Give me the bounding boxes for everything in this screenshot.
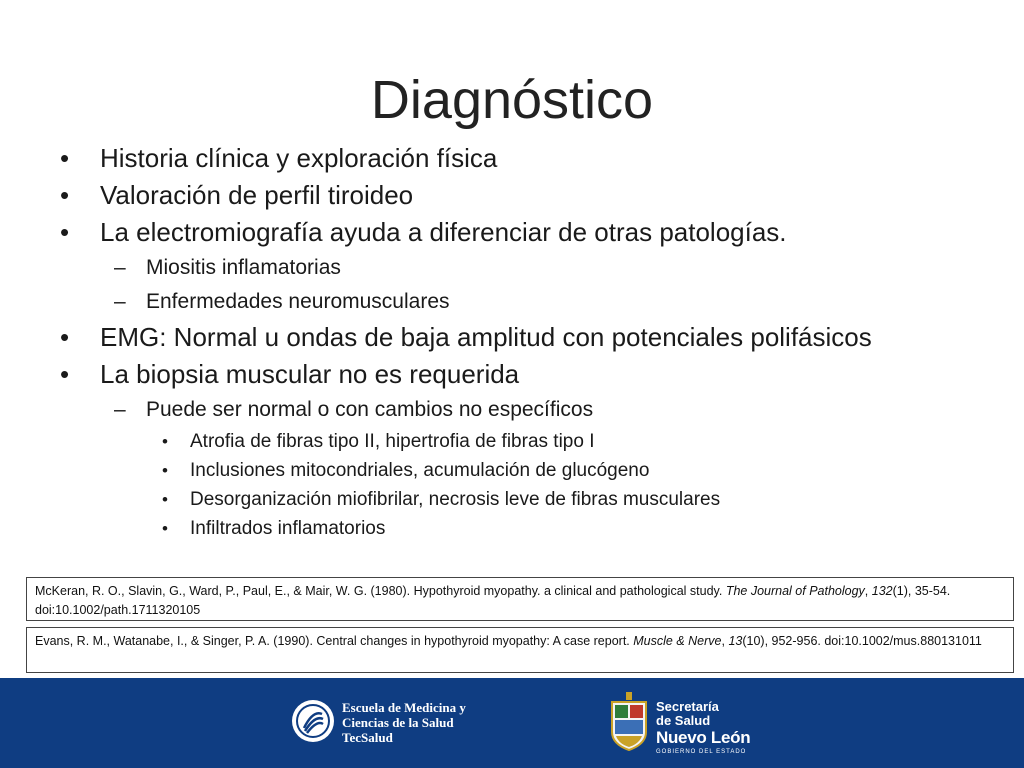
bullet-text: Infiltrados inflamatorios <box>190 518 386 539</box>
bullet-item-level-1 <box>58 319 998 356</box>
bullet-marker: • <box>162 519 168 538</box>
reference-separator: , <box>721 634 729 648</box>
reference-pages: (1), 35-54. doi:10.1002/path.1711320105 <box>35 584 951 617</box>
bullet-text: Inclusiones mitocondriales, acumulación de glucógeno <box>190 460 650 481</box>
bullet-item-level-1 <box>58 356 998 393</box>
reference-journal: The Journal of Pathology <box>725 584 865 598</box>
reference-text: Evans, R. M., Watanabe, I., & Singer, P. A. (1990). Central changes in hypothyroid myopathy: A case report. <box>35 634 634 648</box>
school-line: Escuela de Medicina y <box>342 700 466 715</box>
bullet-text: Puede ser normal o con cambios no específicos <box>146 398 594 421</box>
bullet-marker: • <box>162 461 168 480</box>
bullet-text: Historia clínica y exploración física <box>100 143 498 173</box>
school-name <box>342 700 492 745</box>
bullet-list <box>58 140 998 543</box>
bullet-text: EMG: Normal u ondas de baja amplitud con potenciales polifásicos <box>100 322 872 352</box>
bullet-text: Atrofia de fibras tipo II, hipertrofia de fibras tipo I <box>190 431 595 452</box>
bullet-text: Valoración de perfil tiroideo <box>100 180 414 210</box>
gov-line: Secretaría <box>656 699 719 714</box>
school-line: Ciencias de la Salud <box>342 715 454 730</box>
school-logo <box>292 700 492 750</box>
reference-volume: 132 <box>871 584 893 598</box>
reference-pages: (10), 952-956. doi:10.1002/mus.880131011 <box>742 634 982 648</box>
reference-box <box>26 627 1014 673</box>
bullet-marker: • <box>60 143 70 173</box>
tec-seal-icon <box>292 700 334 742</box>
health-secretary-logo <box>656 700 756 756</box>
gov-state: Nuevo León <box>656 728 751 747</box>
bullet-marker: • <box>60 180 70 210</box>
bullet-item-level-2 <box>58 251 998 285</box>
bullet-item-level-1 <box>58 140 998 177</box>
gov-caption: GOBIERNO DEL ESTADO <box>656 749 747 755</box>
bullet-item-level-1 <box>58 214 998 251</box>
bullet-marker: • <box>60 359 70 389</box>
bullet-marker: • <box>162 432 168 451</box>
bullet-marker: • <box>162 490 168 509</box>
bullet-marker: – <box>114 398 126 421</box>
bullet-text: Miositis inflamatorias <box>146 256 341 279</box>
bullet-marker: • <box>60 322 70 352</box>
reference-text: McKeran, R. O., Slavin, G., Ward, P., Paul, E., & Mair, W. G. (1980). Hypothyroid myopathy. a clinical and pathological study. <box>35 584 726 598</box>
bullet-text: La electromiografía ayuda a diferenciar de otras patologías. <box>100 217 787 247</box>
slide-title: Diagnóstico <box>370 70 654 130</box>
reference-volume: 13 <box>728 634 743 648</box>
reference-box <box>26 577 1014 621</box>
bullet-item-level-2 <box>58 285 998 319</box>
gov-line: de Salud <box>656 713 711 728</box>
bullet-item-level-3 <box>58 514 998 543</box>
bullet-item-level-3 <box>58 427 998 456</box>
bullet-text: Desorganización miofibrilar, necrosis leve de fibras musculares <box>190 489 721 510</box>
bullet-item-level-3 <box>58 485 998 514</box>
bullet-marker: – <box>114 256 126 279</box>
bullet-text: Enfermedades neuromusculares <box>146 290 450 313</box>
reference-journal: Muscle & Nerve <box>633 634 722 648</box>
reference-separator: , <box>864 584 872 598</box>
bullet-item-level-1 <box>58 177 998 214</box>
nuevo-leon-crest-icon <box>606 692 652 754</box>
footer-band <box>0 678 1024 768</box>
bullet-item-level-2 <box>58 393 998 427</box>
bullet-text: La biopsia muscular no es requerida <box>100 359 520 389</box>
bullet-marker: – <box>114 290 126 313</box>
school-line: TecSalud <box>342 730 393 745</box>
bullet-item-level-3 <box>58 456 998 485</box>
bullet-marker: • <box>60 217 70 247</box>
